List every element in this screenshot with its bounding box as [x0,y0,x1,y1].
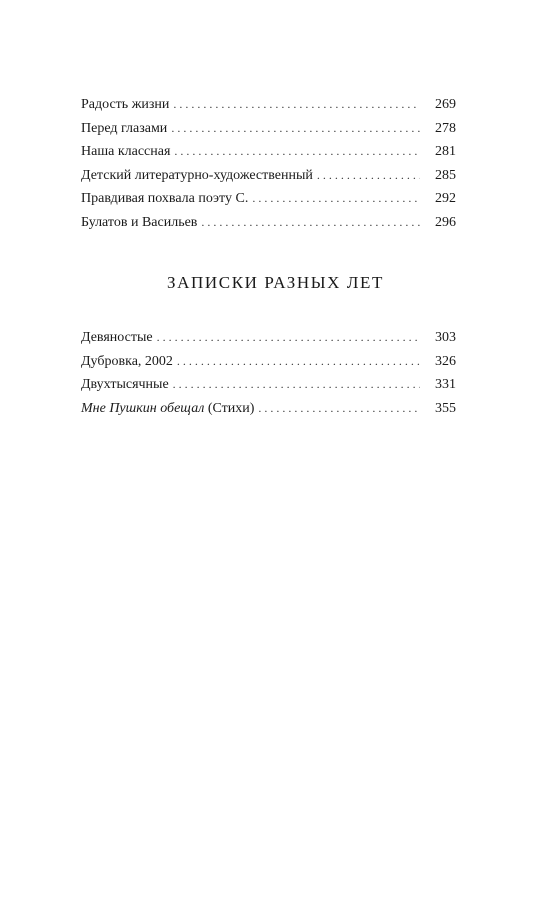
toc-entry-page: 278 [435,120,456,136]
toc-entry[interactable] [81,164,456,188]
toc-entry[interactable] [81,187,456,211]
toc-dot-leader [201,211,420,235]
toc-entry-page: 355 [435,400,456,416]
toc-entry-page: 331 [435,377,456,392]
toc-dot-leader [258,397,420,421]
toc-entry[interactable] [81,350,456,374]
toc-entry-title: Радость жизни [81,97,170,112]
toc-entry-title: Перед глазами [81,120,168,136]
toc-entry[interactable] [81,117,456,141]
toc-entry[interactable] [81,140,456,164]
toc-list-part2 [81,326,456,420]
toc-dot-leader [173,373,420,397]
toc-entry-title: Дубровка, 2002 [81,353,173,369]
toc-entry-title: Правдивая похвала поэту С. [81,191,249,206]
toc-dot-leader [317,164,420,188]
toc-entry-title-italic: Мне Пушкин обещал [81,400,205,416]
toc-entry[interactable] [81,397,456,421]
toc-entry[interactable] [81,93,456,117]
toc-entry[interactable] [81,373,456,397]
toc-entry[interactable] [81,326,456,350]
toc-entry-page: 281 [435,144,456,159]
toc-entry-title-suffix: (Стихи) [207,400,255,416]
section-heading: ЗАПИСКИ РАЗНЫХ ЛЕТ [167,273,384,292]
toc-entry-page: 303 [435,330,456,345]
toc-entry-page: 292 [435,191,456,206]
toc-list-part1 [81,93,456,234]
toc-dot-leader [173,93,420,117]
toc-entry-title: Булатов и Васильев [81,214,198,230]
toc-entry-page: 326 [435,353,456,369]
toc-dot-leader [177,350,420,374]
toc-dot-leader [174,140,420,164]
toc-entry-title: Двухтысячные [81,377,169,392]
toc-dot-leader [171,117,420,141]
toc-entry-title: Детский литературно-художественный [81,167,313,183]
toc-entry-title [81,397,254,421]
toc-entry-title: Девяностые [81,330,153,345]
toc-entry[interactable] [81,211,456,235]
toc-entry-page: 296 [435,214,456,230]
toc-entry-title: Наша классная [81,144,171,159]
toc-dot-leader [157,326,420,350]
toc-entry-page: 285 [435,167,456,183]
toc-entry-page: 269 [435,97,456,112]
toc-dot-leader [252,187,420,211]
